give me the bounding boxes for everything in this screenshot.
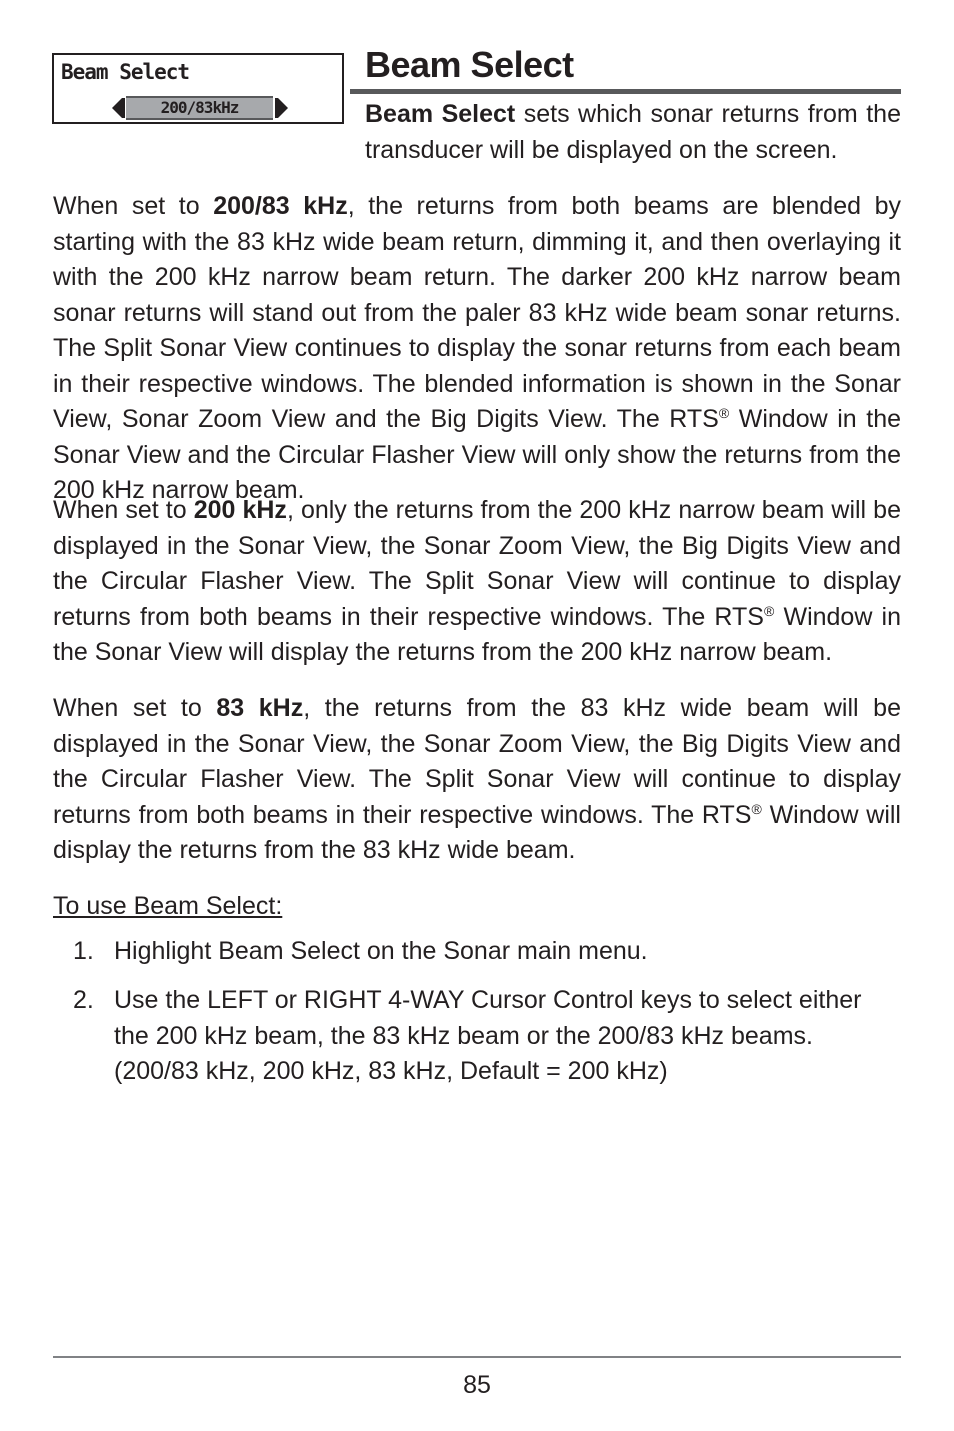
- paragraph-bold: 200/83 kHz: [213, 192, 348, 220]
- paragraph-text: Window in the Sonar View will display the returns from the 200 kHz narrow beam.: [53, 602, 902, 666]
- beam-select-menu-widget: [52, 53, 344, 124]
- page-heading: Beam Select: [365, 44, 574, 85]
- heading-rule: [350, 89, 901, 94]
- paragraph-200: [53, 493, 901, 671]
- step-text: Highlight Beam Select on the Sonar main menu.: [114, 937, 648, 965]
- registered-mark: ®: [718, 405, 730, 421]
- menu-value-selector: [112, 95, 292, 121]
- menu-widget-title: Beam Select: [61, 60, 190, 84]
- intro-paragraph: [365, 97, 901, 168]
- paragraph-text: Window in the Sonar View and the Circular Flasher View will only show the returns from the 200 kHz narrow beam.: [53, 405, 901, 504]
- paragraph-text: Window will display the returns from the 83 kHz wide beam.: [53, 800, 901, 864]
- step-number: 1.: [73, 937, 94, 965]
- paragraph-bold: 200 kHz: [193, 496, 287, 524]
- procedure-title: To use Beam Select:: [53, 892, 283, 920]
- paragraph-text: , the returns from the 83 kHz wide beam will be displayed in the Sonar View, the Sonar Zoom View, the Big Digits View and the Circular Flasher View. The Split Sonar View will continue to display returns from both beams in their respective windows. The RTS: [53, 694, 901, 829]
- menu-widget-value: 200/83kHz: [126, 96, 273, 120]
- left-arrow-icon: [112, 98, 122, 118]
- registered-mark: ®: [751, 800, 762, 817]
- paragraph-lead: When set to: [53, 496, 194, 524]
- intro-bold: Beam Select: [365, 100, 516, 128]
- left-bar-icon: [122, 98, 125, 118]
- paragraph-lead: When set to: [53, 192, 214, 220]
- right-arrow-icon: [278, 98, 288, 118]
- step-text: Use the LEFT or RIGHT 4-WAY Cursor Control keys to select either the 200 kHz beam, the 83 kHz beam or the 200/83 kHz beams. (200/83 kHz, 200 kHz, 83 kHz, Default = 200 kHz): [114, 986, 862, 1085]
- paragraph-83: [53, 691, 901, 869]
- footer-rule: [53, 1356, 901, 1358]
- step-number: 2.: [73, 986, 94, 1014]
- intro-text: sets which sonar returns from the transducer will be displayed on the screen.: [365, 100, 901, 164]
- paragraph-200-83: [53, 189, 901, 509]
- page-number: 85: [463, 1371, 491, 1399]
- paragraph-bold: 83 kHz: [216, 694, 304, 722]
- paragraph-text: , the returns from both beams are blended by starting with the 83 kHz wide beam return, dimming it, and then overlaying it with the 200 kHz narrow beam return. The darker 200 kHz narrow beam sonar returns will stand out from the paler 83 kHz wide beam sonar returns. The Split Sonar View continues to display the sonar returns from each beam in their respective windows. The blended information is shown in the Sonar View, Sonar Zoom View and the Big Digits View. The RTS: [53, 192, 901, 433]
- paragraph-lead: When set to: [53, 694, 217, 722]
- registered-mark: ®: [763, 602, 775, 619]
- paragraph-text: , only the returns from the 200 kHz narrow beam will be displayed in the Sonar View, the Sonar Zoom View, the Big Digits View and the Circular Flasher View. The Split Sonar View will continue to display returns from both beams in their respective windows. The RTS: [53, 496, 901, 631]
